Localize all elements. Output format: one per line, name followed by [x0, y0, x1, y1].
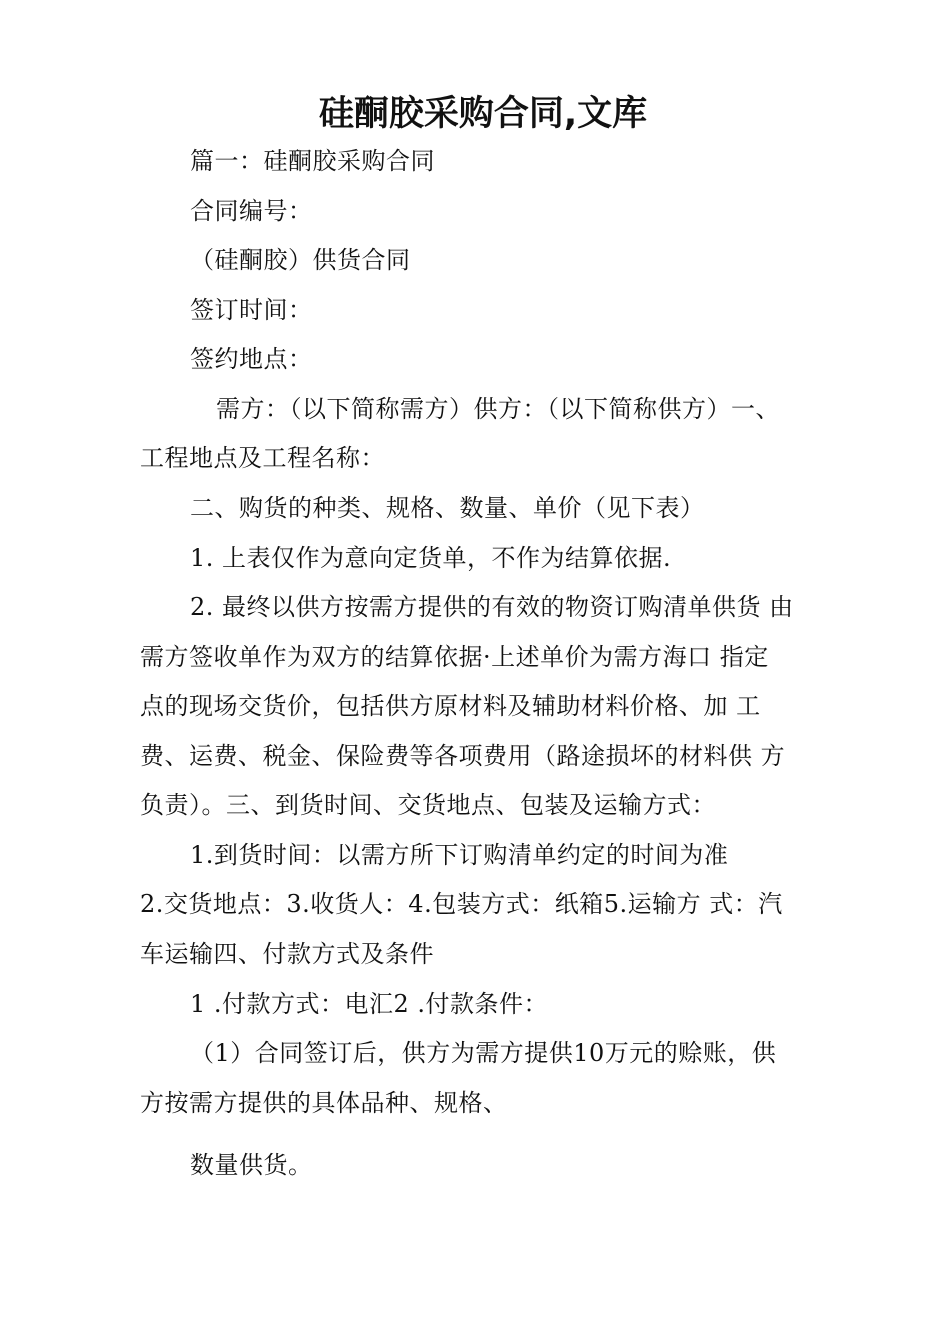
paragraph-line-16: 2.交货地点：3.收货人：4.包装方式：纸箱5.运输方 式：汽: [140, 890, 783, 918]
paragraph-line-11: 需方签收单作为双方的结算依据·上述单价为需方海口 指定: [140, 643, 769, 671]
paragraph-line-19: （1）合同签订后，供方为需方提供10万元的赊账，供: [190, 1039, 777, 1067]
paragraph-line-7: 工程地点及工程名称：: [140, 444, 385, 472]
paragraph-line-9: 1. 上表仅作为意向定货单，不作为结算依据.: [190, 544, 672, 572]
paragraph-line-8: 二、购货的种类、规格、数量、单价（见下表）: [190, 494, 705, 522]
paragraph-line-12: 点的现场交货价，包括供方原材料及辅助材料价格、加 工: [140, 692, 761, 720]
paragraph-line-15: 1.到货时间：以需方所下订购清单约定的时间为准: [190, 841, 729, 869]
paragraph-line-5: 签约地点：: [190, 345, 313, 373]
paragraph-line-10: 2. 最终以供方按需方提供的有效的物资订购清单供货 由: [190, 593, 794, 621]
paragraph-line-17: 车运输四、付款方式及条件: [140, 940, 434, 968]
paragraph-line-2: 合同编号：: [190, 197, 313, 225]
paragraph-line-6: 需方：（以下简称需方）供方：（以下简称供方）一、: [216, 395, 780, 423]
document-title: 硅酮胶采购合同,文库: [318, 94, 648, 134]
paragraph-line-3: （硅酮胶）供货合同: [190, 246, 411, 274]
paragraph-line-4: 签订时间：: [190, 296, 313, 324]
paragraph-line-14: 负责）。三、到货时间、交货地点、包装及运输方式：: [140, 791, 716, 819]
paragraph-line-1: 篇一：硅酮胶采购合同: [190, 147, 435, 175]
paragraph-line-20: 方按需方提供的具体品种、规格、: [140, 1089, 508, 1117]
paragraph-line-18: 1 .付款方式：电汇2 .付款条件：: [190, 990, 549, 1018]
paragraph-line-21: 数量供货。: [190, 1151, 313, 1179]
paragraph-line-13: 费、运费、税金、保险费等各项费用（路途损坏的材料供 方: [140, 742, 786, 770]
